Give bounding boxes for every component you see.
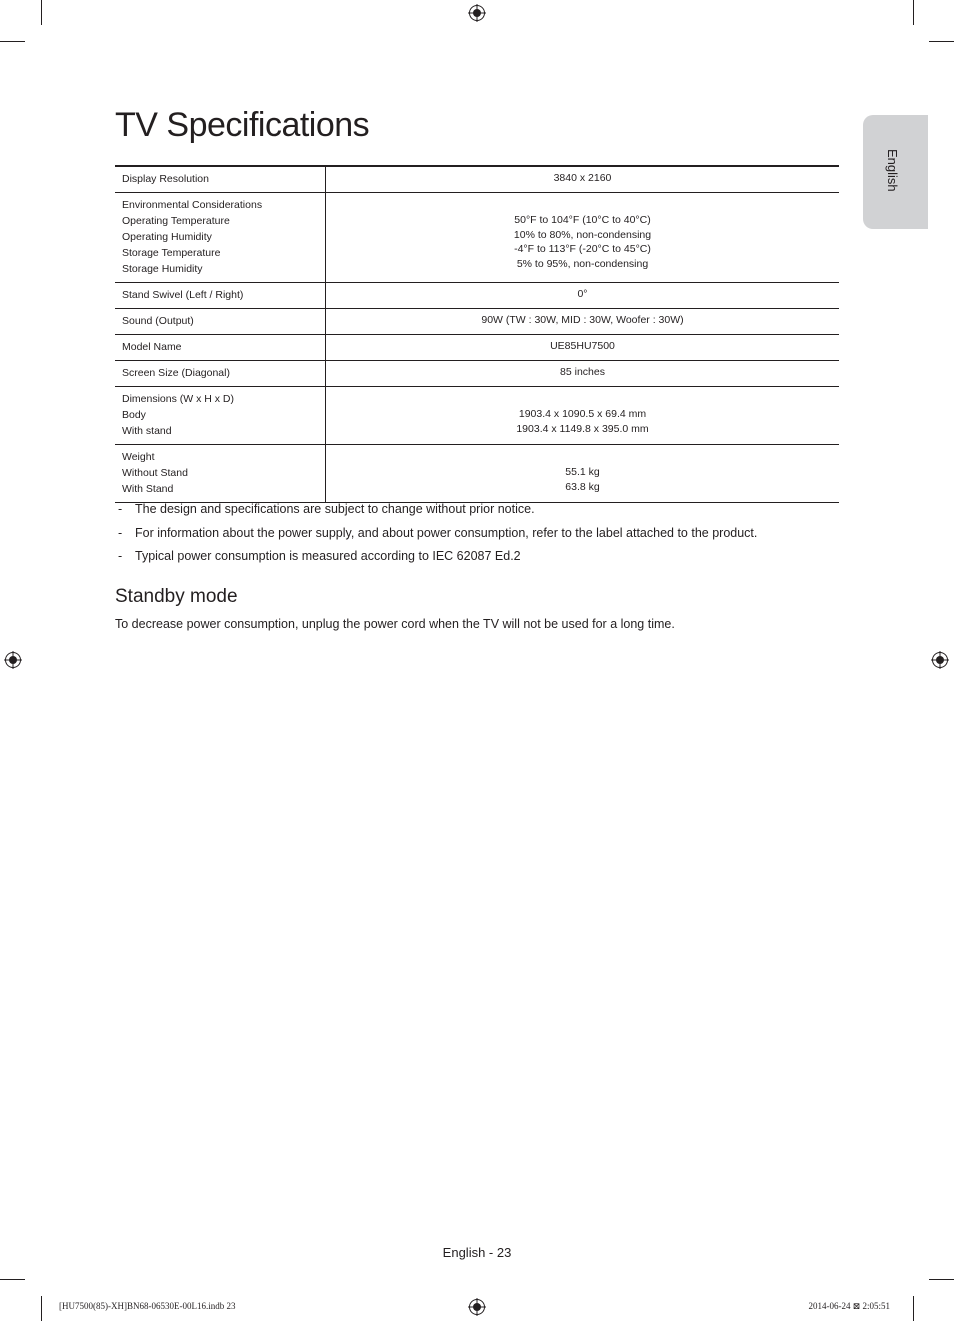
spec-label: With stand (122, 425, 172, 437)
spec-label-cell (115, 387, 326, 445)
notes-list (115, 500, 757, 571)
crosshair-registration-icon (468, 1298, 486, 1316)
spec-value: 85 inches (560, 366, 605, 378)
spec-label-cell (115, 361, 326, 387)
crop-mark-bottom-left-horizontal (0, 1279, 25, 1280)
table-row (115, 445, 839, 503)
crop-mark-top-right-horizontal (929, 41, 954, 42)
spec-value-cell (326, 335, 840, 361)
print-slug-timestamp: 2014-06-24 ⊠ 2:05:51 (808, 1301, 890, 1311)
spec-label: Body (122, 409, 146, 421)
note-bullet: - (118, 549, 123, 563)
table-row (115, 166, 839, 193)
standby-description: To decrease power consumption, unplug the power cord when the TV will not be used for a long time. (115, 617, 675, 631)
note-text: For information about the power supply, and about power consumption, refer to the label attached to the product. (135, 525, 758, 540)
spec-label: Storage Temperature (122, 247, 221, 259)
list-item (115, 524, 757, 548)
spec-value: -4°F to 113°F (-20°C to 45°C) (514, 243, 651, 255)
crosshair-registration-icon (931, 651, 949, 669)
table-row (115, 387, 839, 445)
spec-value: 0° (577, 288, 588, 300)
note-text: The design and specifications are subject to change without prior notice. (135, 502, 535, 516)
list-item (115, 547, 757, 571)
language-tab-label: English (885, 149, 900, 192)
crop-mark-bottom-left-vertical (41, 1296, 42, 1321)
note-bullet: - (118, 502, 123, 516)
spec-value: 5% to 95%, non-condensing (516, 257, 649, 270)
crosshair-registration-icon (468, 4, 486, 22)
crop-mark-top-left-vertical (41, 0, 42, 25)
cell-spacer (326, 197, 839, 213)
spec-label: Operating Temperature (122, 215, 230, 227)
spec-value: 1903.4 x 1149.8 x 395.0 mm (516, 422, 649, 435)
language-tab (863, 115, 928, 229)
table-row (115, 309, 839, 335)
page-number: English - 23 (442, 1245, 512, 1260)
spec-label: Screen Size (Diagonal) (122, 367, 230, 379)
spec-value: 63.8 kg (565, 480, 600, 493)
spec-label: Stand Swivel (Left / Right) (122, 289, 244, 301)
spec-value: UE85HU7500 (550, 340, 615, 352)
spec-label: Without Stand (122, 467, 188, 479)
spec-value-cell (326, 193, 840, 283)
crop-mark-top-left-horizontal (0, 41, 25, 42)
crop-mark-top-right-vertical (913, 0, 914, 25)
spec-label-cell (115, 283, 326, 309)
spec-label: Dimensions (W x H x D) (122, 393, 235, 405)
spec-value-cell (326, 166, 840, 193)
spec-label-cell (115, 445, 326, 503)
spec-label: Weight (122, 451, 155, 463)
table-row (115, 335, 839, 361)
cell-spacer (326, 449, 839, 465)
print-slug-file: [HU7500(85)-XH]BN68-06530E-00L16.indb 23 (59, 1301, 236, 1311)
spec-label: Sound (Output) (122, 315, 194, 327)
crop-mark-bottom-right-horizontal (929, 1279, 954, 1280)
table-row (115, 361, 839, 387)
spec-label: Model Name (122, 341, 182, 353)
specifications-table (115, 165, 839, 503)
spec-value: 55.1 kg (565, 466, 600, 478)
spec-value-cell (326, 445, 840, 503)
spec-value: 1903.4 x 1090.5 x 69.4 mm (518, 408, 647, 420)
spec-label: Storage Humidity (122, 263, 203, 275)
spec-label-cell (115, 309, 326, 335)
cell-spacer (326, 391, 839, 407)
spec-value-cell (326, 361, 840, 387)
crop-mark-bottom-right-vertical (913, 1296, 914, 1321)
spec-value-cell (326, 309, 840, 335)
note-text: Typical power consumption is measured according to IEC 62087 Ed.2 (135, 549, 521, 563)
spec-value: 50°F to 104°F (10°C to 40°C) (514, 214, 651, 226)
spec-value-cell (326, 387, 840, 445)
crosshair-registration-icon (4, 651, 22, 669)
table-row (115, 193, 839, 283)
spec-label-cell (115, 166, 326, 193)
list-item (115, 500, 757, 524)
spec-label: With Stand (122, 483, 174, 495)
spec-label-cell (115, 193, 326, 283)
spec-label: Display Resolution (122, 173, 209, 185)
spec-label: Operating Humidity (122, 231, 212, 243)
page-title: TV Specifications (115, 106, 370, 144)
spec-label: Environmental Considerations (122, 199, 263, 211)
spec-value: 90W (TW : 30W, MID : 30W, Woofer : 30W) (481, 314, 684, 326)
spec-value: 10% to 80%, non-condensing (513, 228, 652, 241)
standby-heading: Standby mode (115, 586, 238, 607)
spec-value: 3840 x 2160 (553, 172, 612, 184)
spec-value-cell (326, 283, 840, 309)
table-row (115, 283, 839, 309)
spec-label-cell (115, 335, 326, 361)
note-bullet: - (118, 525, 123, 540)
